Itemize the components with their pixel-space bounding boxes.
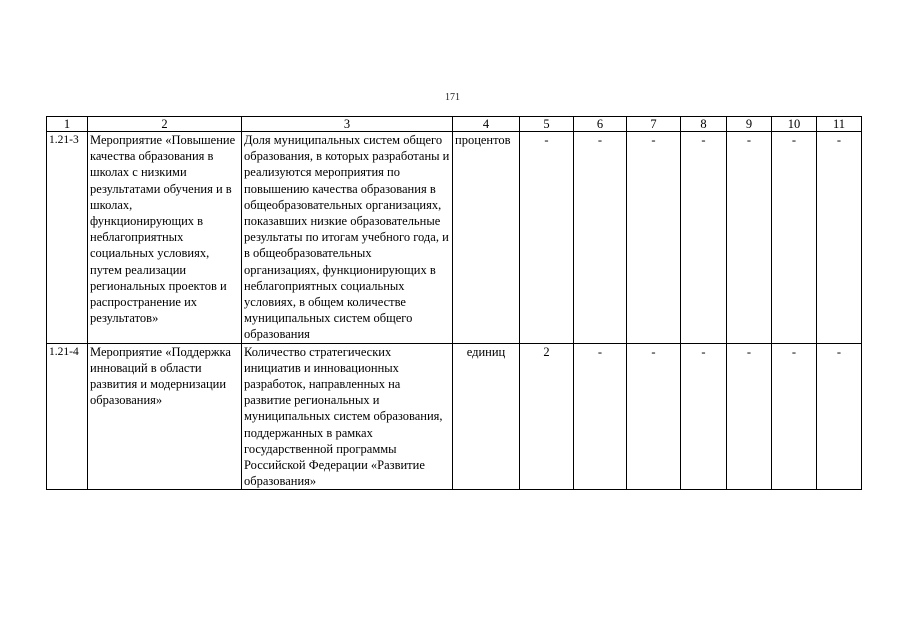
row-value-6: -	[574, 343, 627, 490]
column-header-7: 7	[627, 117, 681, 132]
column-header-4: 4	[453, 117, 520, 132]
row-event: Мероприятие «Поддержка инноваций в области развития и модернизации образования»	[88, 343, 242, 490]
page-number: 171	[445, 92, 460, 103]
table-row	[47, 343, 862, 490]
column-header-5: 5	[520, 117, 574, 132]
row-value-5: -	[520, 132, 574, 344]
table-row	[47, 132, 862, 344]
row-event: Мероприятие «Повышение качества образования в школах с низкими результатами обучения и в школах, функционирующих в неблагоприятных социальных условиях, путем реализации региональных проектов и распространение их результатов»	[88, 132, 242, 344]
column-header-8: 8	[681, 117, 727, 132]
row-unit: процентов	[453, 132, 520, 344]
row-code: 1.21-3	[47, 132, 88, 344]
column-header-1: 1	[47, 117, 88, 132]
row-value-7: -	[627, 343, 681, 490]
row-indicator: Количество стратегических инициатив и инновационных разработок, направленных на развитие региональных и муниципальных систем образования, поддержанных в рамках государственной программы Российской Федерации «Развитие образования»	[242, 343, 453, 490]
row-value-9: -	[727, 132, 772, 344]
table-header-row	[47, 117, 862, 132]
column-header-3: 3	[242, 117, 453, 132]
row-indicator: Доля муниципальных систем общего образования, в которых разработаны и реализуются мероприятия по повышению качества образования в общеобразовательных организациях, показавших низкие образовательные результаты по итогам учебного года, и в общеобразовательных организациях, функционирующих в неблагоприятных социальных условиях, в общем количестве муниципальных систем общего образования	[242, 132, 453, 344]
column-header-2: 2	[88, 117, 242, 132]
row-code: 1.21-4	[47, 343, 88, 490]
column-header-10: 10	[772, 117, 817, 132]
row-value-5: 2	[520, 343, 574, 490]
row-value-10: -	[772, 343, 817, 490]
row-value-11: -	[817, 343, 862, 490]
column-header-6: 6	[574, 117, 627, 132]
column-header-9: 9	[727, 117, 772, 132]
row-value-6: -	[574, 132, 627, 344]
row-value-11: -	[817, 132, 862, 344]
row-value-7: -	[627, 132, 681, 344]
row-value-8: -	[681, 343, 727, 490]
row-unit: единиц	[453, 343, 520, 490]
row-value-9: -	[727, 343, 772, 490]
row-value-8: -	[681, 132, 727, 344]
column-header-11: 11	[817, 117, 862, 132]
row-value-10: -	[772, 132, 817, 344]
indicators-table	[46, 116, 862, 490]
